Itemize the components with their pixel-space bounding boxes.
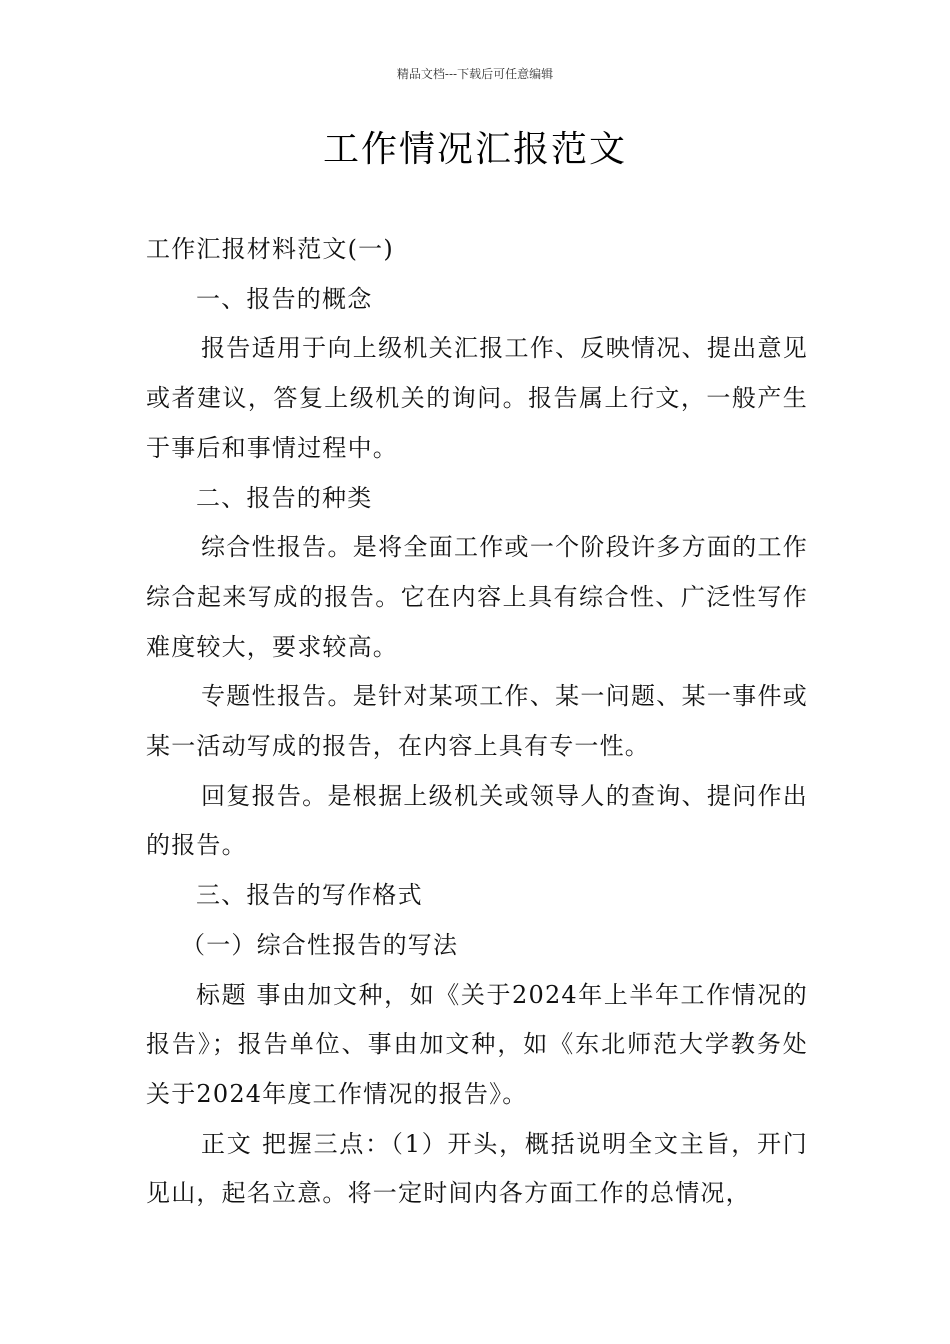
paragraph: 回复报告。是根据上级机关或领导人的查询、提问作出的报告。 — [146, 781, 808, 860]
header-note: 精品文档---下载后可任意编辑 — [396, 67, 554, 81]
paragraph: 报告适用于向上级机关汇报工作、反映情况、提出意见或者建议，答复上级机关的询问。报告属上行文，一般产生于事后和事情过程中。 — [146, 334, 808, 462]
document-body — [146, 225, 808, 1219]
section-heading: 工作汇报材料范文(一) — [146, 235, 394, 263]
subheading: 一、报告的概念 — [196, 284, 373, 313]
paragraph: 综合性报告。是将全面工作或一个阶段许多方面的工作综合起来写成的报告。它在内容上具有综合性、广泛性写作难度较大，要求较高。 — [146, 533, 808, 661]
subheading: （一）综合性报告的写法 — [181, 930, 459, 959]
document-title: 工作情况汇报范文 — [322, 129, 627, 170]
paragraph: 正文 把握三点：（1）开头，概括说明全文主旨，开门见山，起名立意。将一定时间内各方面工作的总情况， — [146, 1129, 808, 1208]
subheading: 三、报告的写作格式 — [196, 881, 423, 910]
paragraph: 专题性报告。是针对某项工作、某一问题、某一事件或某一活动写成的报告，在内容上具有专一性。 — [146, 682, 808, 761]
subheading: 二、报告的种类 — [196, 483, 373, 512]
paragraph: 标题 事由加文种，如《关于2024年上半年工作情况的报告》；报告单位、事由加文种，如《东北师范大学教务处关于2024年度工作情况的报告》。 — [146, 980, 808, 1108]
